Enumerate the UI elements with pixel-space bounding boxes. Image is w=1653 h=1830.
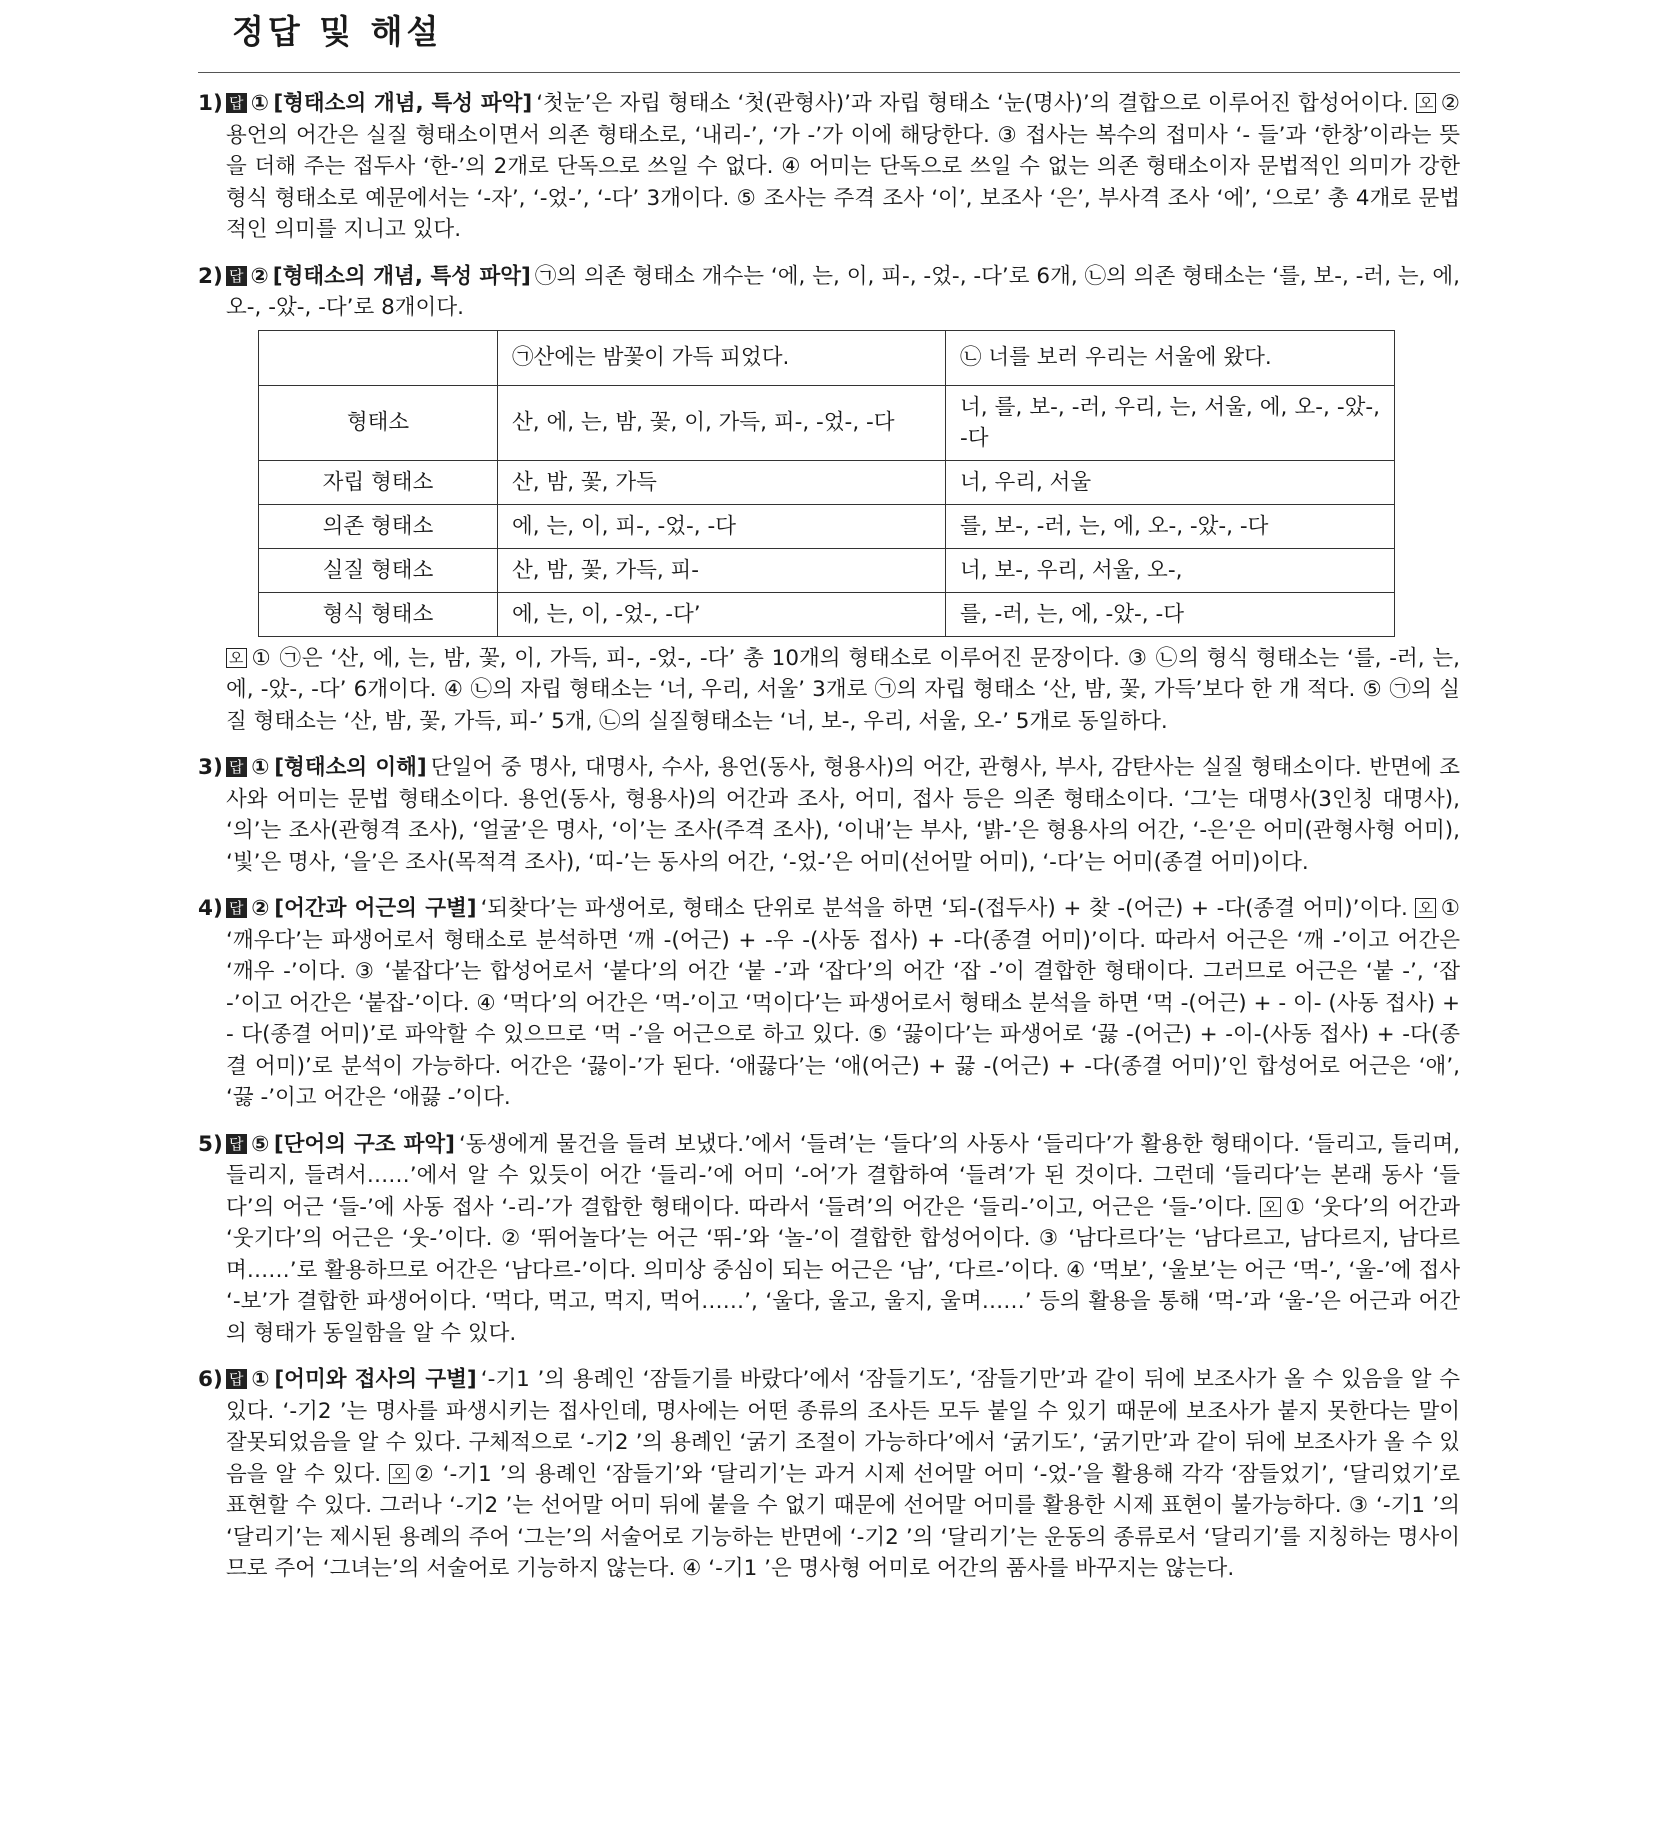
question-4 xyxy=(198,893,1460,1114)
table-cell: 산, 밤, 꽃, 가득, 피- xyxy=(498,548,946,592)
wrong-paragraph xyxy=(226,643,1460,738)
answer-text: ‘첫눈’은 자립 형태소 ‘첫(관형사)’과 자립 형태소 ‘눈(명사)’의 결합으로 이루어진 합성어이다. xyxy=(536,91,1409,116)
wrong-badge: 오 xyxy=(1416,93,1437,113)
topic-label: [형태소의 이해] xyxy=(274,755,427,780)
question-3 xyxy=(198,752,1460,878)
answer-choice: ② xyxy=(250,263,269,289)
table-cell: 실질 형태소 xyxy=(259,548,498,592)
question-number: 4) xyxy=(198,896,223,921)
answer-paragraph xyxy=(226,752,1460,878)
topic-label: [형태소의 개념, 특성 파악] xyxy=(273,91,533,116)
question-1 xyxy=(198,88,1460,246)
answer-badge: 답 xyxy=(226,1369,247,1389)
wrong-text: ① ㉠은 ‘산, 에, 는, 밤, 꽃, 이, 가득, 피-, -었-, -다’ 총 10개의 형태소로 이루어진 문장이다. ③ ㉡의 형식 형태소는 ‘를, -러, 는, 에, -았-, -다’ 6개이다. ④ ㉡의 자립 형태소는 ‘너, 우리, 서울’ 3개로 ㉠의 자립 형태소 ‘산, 밤, 꽃, 가득’보다 한 개 적다. ⑤ ㉠의 실질 형태소는 ‘산, 밤, 꽃, 가득, 피-’ 5개, ㉡의 실질형태소는 ‘너, 보-, 우리, 서울, 오-’ 5개로 동일하다. xyxy=(226,645,1460,734)
answer-badge: 답 xyxy=(226,266,247,286)
wrong-text: ① ‘웃다’의 어간과 ‘웃기다’의 어근은 ‘웃-’이다. ② ‘뛰어놀다’는 어근 ‘뛰-’와 ‘놀-’이 결합한 합성어이다. ③ ‘남다르다’는 ‘남다르고, 남다르지, 남다르며……’로 활용하므로 어간은 ‘남다르-’이다. 의미상 중심이 되는 어근은 ‘남’, ‘다르-’이다. ④ ‘먹보’, ‘울보’는 어근 ‘먹-’, ‘울-’에 접사 ‘-보’가 결합한 파생어이다. ‘먹다, 먹고, 먹지, 먹어……’, ‘울다, 울고, 울지, 울며……’ 등의 활용을 통해 ‘먹-’과 ‘울-’은 어근과 어간의 형태가 동일함을 알 수 있다. xyxy=(226,1194,1460,1346)
wrong-badge: 오 xyxy=(226,648,247,668)
answer-paragraph xyxy=(226,261,1460,324)
page-title: 정답 및 해설 xyxy=(232,12,443,51)
morpheme-table xyxy=(258,330,1395,637)
table-header-row xyxy=(259,330,1395,385)
answer-explanations xyxy=(198,88,1460,1600)
answer-choice: ① xyxy=(250,755,271,780)
table-cell: 에, 는, 이, 피-, -었-, -다 xyxy=(498,504,946,548)
question-number: 2) xyxy=(198,263,223,289)
table-cell: 너, 보-, 우리, 서울, 오-, xyxy=(946,548,1395,592)
answer-text: ‘-기1 ’의 용례인 ‘잠들기를 바랐다’에서 ‘잠들기도’, ‘잠들기만’과 같이 뒤에 보조사가 올 수 있음을 알 수 있다. ‘-기2 ’는 명사를 파생시키는 접사인데, 명사에는 어떤 종류의 조사든 모두 붙일 수 있기 때문에 보조사가 붙지 못한다는 말이 잘못되었음을 알 수 있다. 구체적으로 ‘-기2 ’의 용례인 ‘굵기 조절이 가능하다’에서 ‘굵기도’, ‘굵기만’과 같이 뒤에 보조사가 올 수 있음을 알 수 있다. xyxy=(226,1367,1460,1487)
answer-badge: 답 xyxy=(226,898,247,918)
topic-label: [형태소의 개념, 특성 파악] xyxy=(272,263,531,289)
table-row xyxy=(259,548,1395,592)
topic-label: [어간과 어근의 구별] xyxy=(274,896,477,921)
table-cell: 산, 에, 는, 밤, 꽃, 이, 가득, 피-, -었-, -다 xyxy=(498,385,946,460)
table-cell: 를, -러, 는, 에, -았-, -다 xyxy=(946,592,1395,636)
answer-badge: 답 xyxy=(226,93,247,113)
answer-paragraph xyxy=(226,88,1460,246)
table-cell: 에, 는, 이, -었-, -다’ xyxy=(498,592,946,636)
table-cell: 너, 를, 보-, -러, 우리, 는, 서울, 에, 오-, -았-, -다 xyxy=(946,385,1395,460)
answer-paragraph xyxy=(226,893,1460,1114)
wrong-badge: 오 xyxy=(1260,1197,1281,1217)
table-row xyxy=(259,592,1395,636)
question-number: 1) xyxy=(198,91,223,116)
table-cell: 를, 보-, -러, 는, 에, 오-, -았-, -다 xyxy=(946,504,1395,548)
table-cell: 자립 형태소 xyxy=(259,460,498,504)
table-cell: 의존 형태소 xyxy=(259,504,498,548)
answer-choice: ① xyxy=(250,1367,271,1392)
title-divider xyxy=(198,72,1460,73)
answer-paragraph xyxy=(226,1364,1460,1585)
question-5 xyxy=(198,1129,1460,1350)
table-row xyxy=(259,460,1395,504)
answer-paragraph xyxy=(226,1129,1460,1350)
answer-text: ‘동생에게 물건을 들려 보냈다.’에서 ‘들려’는 ‘들다’의 사동사 ‘들리다’가 활용한 형태이다. ‘들리고, 들리며, 들리지, 들려서……’에서 알 수 있듯이 어간 ‘들리-’에 어미 ‘-어’가 결합하여 ‘들려’가 된 것이다. 그런데 ‘들리다’는 본래 동사 ‘들다’의 어근 ‘들-’에 사동 접사 ‘-리-’가 결합한 형태이다. 따라서 ‘들려’의 어간은 ‘들리-’이고, 어근은 ‘들-’이다. xyxy=(226,1131,1460,1220)
question-6 xyxy=(198,1364,1460,1585)
table-cell: 너, 우리, 서울 xyxy=(946,460,1395,504)
question-2 xyxy=(198,261,1460,738)
wrong-text: ① ‘깨우다’는 파생어로서 형태소로 분석하면 ‘깨 -(어근) + -우 -(사동 접사) + -다(종결 어미)’이다. 따라서 어근은 ‘깨 -’이고 어간은 ‘깨우 -’이다. ③ ‘붙잡다’는 합성어로서 ‘붙다’의 어간 ‘붙 -’과 ‘잡다’의 어간 ‘잡 -’이 결합한 형태이다. 그러므로 어근은 ‘붙 -’, ‘잡 -’이고 어간은 ‘붙잡-’이다. ④ ‘먹다’의 어간은 ‘먹-’이고 ‘먹이다’는 파생어로서 형태소 분석을 하면 ‘먹 -(어근) + - 이- (사동 접사) + - 다(종결 어미)’로 파악할 수 있으므로 ‘먹 -’을 어근으로 하고 있다. ⑤ ‘끓이다’는 파생어로 ‘끓 -(어근) + -이-(사동 접사) + -다(종결 어미)’로 분석이 가능하다. 어간은 ‘끓이-’가 된다. ‘애끓다’는 ‘애(어근) + 끓 -(어근) + -다(종결 어미)’인 합성어로 어근은 ‘애’, ‘끓 -’이고 어간은 ‘애끓 -’이다. xyxy=(226,896,1460,1110)
table-row xyxy=(259,385,1395,460)
topic-label: [어미와 접사의 구별] xyxy=(274,1367,477,1392)
question-number: 3) xyxy=(198,755,223,780)
topic-label: [단어의 구조 파악] xyxy=(273,1131,455,1157)
wrong-text: ② 용언의 어간은 실질 형태소이면서 의존 형태소로, ‘내리-’, ‘가 -’가 이에 해당한다. ③ 접사는 복수의 접미사 ‘- 들’과 ‘한창’이라는 뜻을 더해 주는 접두사 ‘한-’의 2개로 단독으로 쓰일 수 없다. ④ 어미는 단독으로 쓰일 수 없는 의존 형태소이자 문법적인 의미가 강한 형식 형태소로 예문에서는 ‘-자’, ‘-었-’, ‘-다’ 3개이다. ⑤ 조사는 주격 조사 ‘이’, 보조사 ‘은’, 부사격 조사 ‘에’, ‘으로’ 총 4개로 문법적인 의미를 지니고 있다. xyxy=(226,91,1460,242)
answer-choice: ② xyxy=(250,896,271,921)
question-number: 6) xyxy=(198,1367,223,1392)
table-header-cell: ㉠산에는 밤꽃이 가득 피었다. xyxy=(498,330,946,385)
table-cell: 산, 밤, 꽃, 가득 xyxy=(498,460,946,504)
answer-text: ㉠의 의존 형태소 개수는 ‘에, 는, 이, 피-, -었-, -다’로 6개, ㉡의 의존 형태소는 ‘를, 보-, -러, 는, 에, 오-, -았-, -다’로 8개이다. xyxy=(226,263,1460,320)
wrong-text: ② ‘-기1 ’의 용례인 ‘잠들기’와 ‘달리기’는 과거 시제 선어말 어미 ‘-었-’을 활용해 각각 ‘잠들었기’, ‘달리었기’로 표현할 수 있다. 그러나 ‘-기2 ’는 선어말 어미 뒤에 붙을 수 없기 때문에 선어말 어미를 활용한 시제 표현이 불가능하다. ③ ‘-기1 ’의 ‘달리기’는 제시된 용례의 주어 ‘그는’의 서술어로 기능하는 반면에 ‘-기2 ’의 ‘달리기’는 운동의 종류로서 ‘달리기’를 지칭하는 명사이므로 주어 ‘그녀는’의 서술어로 기능하지 않는다. ④ ‘-기1 ’은 명사형 어미로 어간의 품사를 바꾸지는 않는다. xyxy=(226,1461,1460,1581)
wrong-badge: 오 xyxy=(389,1464,410,1484)
answer-choice: ⑤ xyxy=(250,1131,270,1157)
answer-text: 단일어 중 명사, 대명사, 수사, 용언(동사, 형용사)의 어간, 관형사, 부사, 감탄사는 실질 형태소이다. 반면에 조사와 어미는 문법 형태소이다. 용언(동사, 형용사)의 어간과 조사, 어미, 접사 등은 의존 형태소이다. ‘그’는 대명사(3인칭 대명사), ‘의’는 조사(관형격 조사), ‘얼굴’은 명사, ‘이’는 조사(주격 조사), ‘이내’는 부사, ‘밝-’은 형용사의 어간, ‘-은’은 어미(관형사형 어미), ‘빛’은 명사, ‘을’은 조사(목적격 조사), ‘띠-’는 동사의 어간, ‘-었-’은 어미(선어말 어미), ‘-다’는 어미(종결 어미)이다. xyxy=(226,755,1460,875)
answer-choice: ① xyxy=(250,91,270,116)
table-row xyxy=(259,504,1395,548)
wrong-badge: 오 xyxy=(1415,898,1436,918)
table-header-cell xyxy=(259,330,498,385)
table-cell: 형식 형태소 xyxy=(259,592,498,636)
answer-text: ‘되찾다’는 파생어로, 형태소 단위로 분석을 하면 ‘되-(접두사) + 찾 -(어근) + -다(종결 어미)’이다. xyxy=(480,896,1408,921)
question-number: 5) xyxy=(198,1131,223,1157)
table-header-cell: ㉡ 너를 보러 우리는 서울에 왔다. xyxy=(946,330,1395,385)
answer-badge: 답 xyxy=(226,1134,247,1154)
answer-badge: 답 xyxy=(226,757,247,777)
table-cell: 형태소 xyxy=(259,385,498,460)
